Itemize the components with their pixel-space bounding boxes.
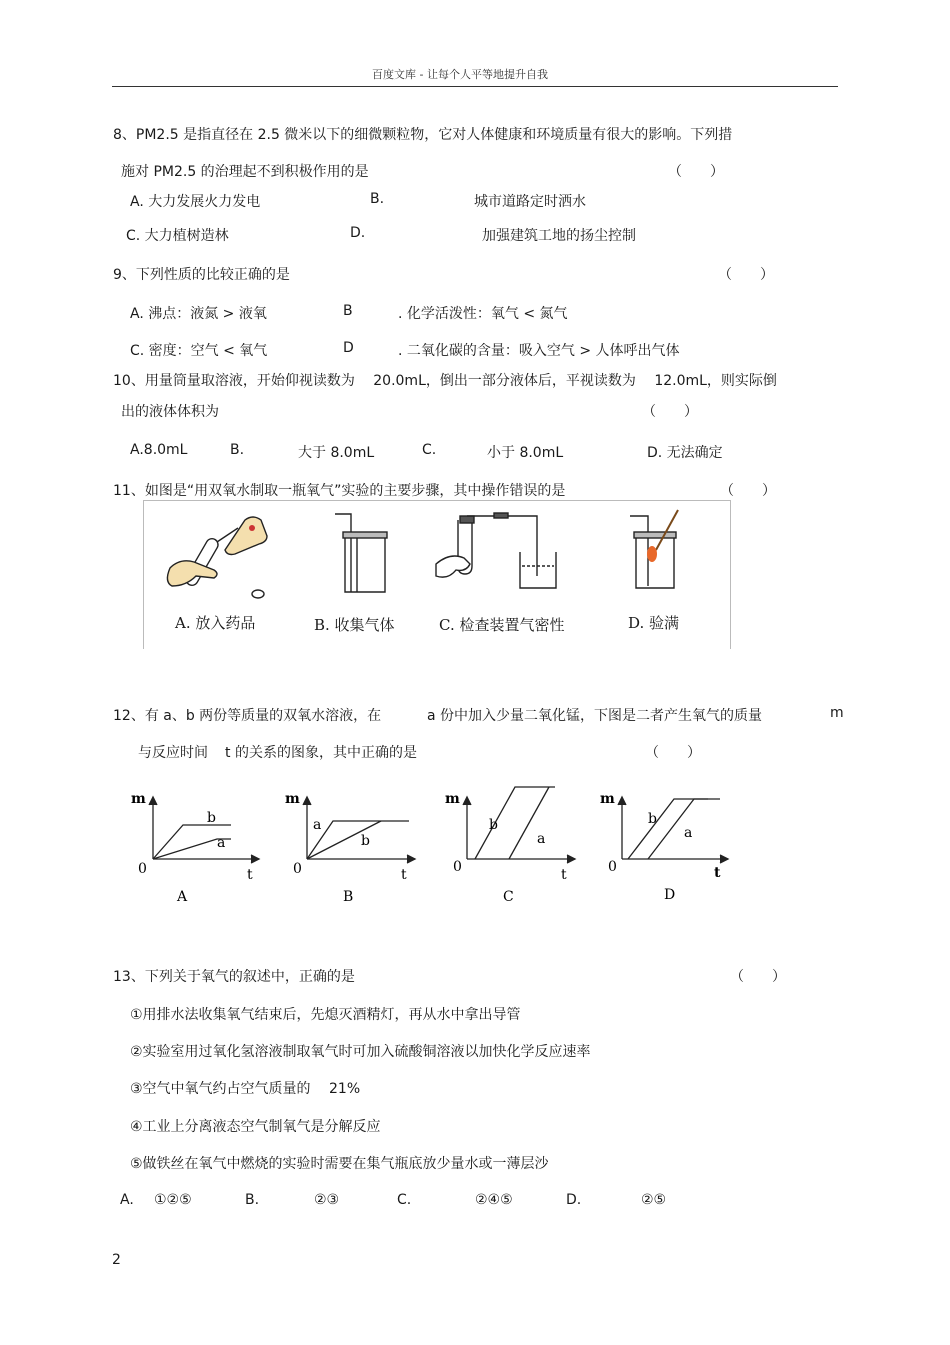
q11-caption-b: B. 收集气体: [314, 616, 395, 634]
graph-d-ylabel: m: [600, 791, 615, 807]
graph-d-label-a: a: [684, 825, 693, 841]
q11-figure-d: [622, 508, 692, 594]
q13-option-a-label: A.: [120, 1192, 134, 1208]
q11-figure-b: [325, 512, 395, 596]
q10-option-c-label: C.: [422, 442, 437, 458]
q10-stem-line2: 出的液体体积为: [121, 404, 219, 420]
q13-option-d-label: D.: [566, 1192, 582, 1208]
q12-stem-line2b: t 的关系的图象，其中正确的是: [225, 745, 417, 761]
q12-graph-b: [285, 785, 425, 910]
q13-option-b-label: B.: [245, 1192, 260, 1208]
graph-d-origin: 0: [608, 859, 617, 875]
q12-graph-c: [445, 785, 585, 910]
q8-option-c: C. 大力植树造林: [126, 228, 229, 244]
q13-answer-bracket: （ ）: [730, 969, 786, 985]
q13-option-b-text: ②③: [314, 1192, 340, 1208]
graph-b-ylabel: m: [285, 791, 300, 807]
page-number: 2: [112, 1252, 121, 1268]
graph-a-ylabel: m: [131, 791, 146, 807]
graph-d-xlabel: t: [714, 865, 721, 881]
q8-stem-line2: 施对 PM2.5 的治理起不到积极作用的是: [121, 164, 369, 180]
q8-option-a: A. 大力发展火力发电: [130, 194, 261, 210]
q10-stem-line1: 10、用量筒量取溶液，开始仰视读数为 20.0mL，倒出一部分液体后，平视读数为 12.0mL，则实际倒: [113, 373, 777, 389]
q10-option-c-text: 小于 8.0mL: [487, 445, 564, 461]
graph-b-caption: B: [343, 889, 354, 905]
q11-caption-d: D. 验满: [628, 614, 680, 632]
q8-stem-line1: 8、PM2.5 是指直径在 2.5 微米以下的细微颗粒物，它对人体健康和环境质量有很大的影响。下列措: [113, 127, 733, 143]
graph-c-series-a: [509, 787, 549, 859]
q8-option-d-text: 加强建筑工地的扬尘控制: [482, 228, 636, 244]
q13-item-3: ③空气中氧气约占空气质量的 21%: [130, 1081, 361, 1097]
graph-b-label-b: b: [361, 833, 370, 849]
graph-d-series-b: [628, 799, 708, 859]
q11-figure-a: [150, 506, 280, 606]
q11-stem: 11、如图是“用双氧水制取一瓶氧气”实验的主要步骤，其中操作错误的是: [113, 483, 566, 499]
graph-c-label-a: a: [537, 831, 546, 847]
q8-answer-bracket: （ ）: [668, 164, 724, 180]
q13-option-d-text: ②⑤: [641, 1192, 667, 1208]
graph-b-origin: 0: [293, 861, 302, 877]
graph-a-xlabel: t: [247, 867, 253, 883]
q10-option-d: D. 无法确定: [647, 445, 723, 461]
q13-item-4: ④工业上分离液态空气制氧气是分解反应: [130, 1119, 381, 1135]
page-header: 百度文库 - 让每个人平等地提升自我: [372, 68, 548, 81]
q12-stem-line1b: a 份中加入少量二氧化锰，下图是二者产生氧气的质量: [427, 708, 763, 724]
q12-stem-line1a: 12、有 a、b 两份等质量的双氧水溶液，在: [113, 708, 382, 724]
graph-d-caption: D: [664, 887, 676, 903]
q9-option-a: A. 沸点：液氮 > 液氧: [130, 306, 267, 322]
q13-option-c-label: C.: [397, 1192, 412, 1208]
q13-option-a-text: ①②⑤: [154, 1192, 192, 1208]
graph-a-label-a: a: [217, 835, 226, 851]
q11-answer-bracket: （ ）: [720, 483, 776, 499]
graph-b-series-a: [307, 821, 409, 859]
header-rule: [112, 86, 838, 87]
q9-option-d-text: . 二氧化碳的含量：吸入空气 > 人体呼出气体: [398, 343, 680, 359]
graph-a-origin: 0: [138, 861, 147, 877]
q9-option-d-label: D: [343, 340, 354, 356]
q10-option-a: A.8.0mL: [130, 442, 188, 458]
q9-option-b-label: B: [343, 303, 353, 319]
graph-a-caption: A: [177, 889, 188, 905]
q8-option-b-label: B.: [370, 191, 385, 207]
q12-graph-a: [125, 785, 265, 910]
graph-c-caption: C: [503, 889, 514, 905]
q8-option-b-text: 城市道路定时洒水: [474, 194, 586, 210]
graph-b-xlabel: t: [401, 867, 407, 883]
q10-option-b-label: B.: [230, 442, 245, 458]
q13-item-2: ②实验室用过氧化氢溶液制取氧气时可加入硫酸铜溶液以加快化学反应速率: [130, 1044, 591, 1060]
q9-stem: 9、下列性质的比较正确的是: [113, 267, 290, 283]
graph-c-origin: 0: [453, 859, 462, 875]
graph-a-label-b: b: [207, 810, 216, 826]
q10-option-b-text: 大于 8.0mL: [298, 445, 375, 461]
q9-option-b-text: . 化学活泼性：氧气 < 氮气: [398, 306, 568, 322]
q11-caption-c: C. 检查装置气密性: [439, 616, 565, 634]
q11-caption-a: A. 放入药品: [175, 614, 256, 632]
graph-c-ylabel: m: [445, 791, 460, 807]
graph-c-xlabel: t: [561, 867, 567, 883]
q8-option-d-label: D.: [350, 225, 366, 241]
q13-item-1: ①用排水法收集氧气结束后，先熄灭酒精灯，再从水中拿出导管: [130, 1007, 521, 1023]
graph-b-label-a: a: [313, 817, 322, 833]
q10-answer-bracket: （ ）: [642, 404, 698, 420]
graph-d-label-b: b: [648, 811, 657, 827]
q12-graph-d: [600, 785, 740, 910]
q11-figure-c: [432, 510, 562, 598]
q13-option-c-text: ②④⑤: [475, 1192, 513, 1208]
q9-option-c: C. 密度：空气 < 氧气: [130, 343, 268, 359]
q9-answer-bracket: （ ）: [718, 267, 774, 283]
q12-stem-line2a: 与反应时间: [138, 745, 208, 761]
q13-item-5: ⑤做铁丝在氧气中燃烧的实验时需要在集气瓶底放少量水或一薄层沙: [130, 1156, 549, 1172]
q13-stem: 13、下列关于氧气的叙述中，正确的是: [113, 969, 355, 985]
q12-answer-bracket: （ ）: [645, 745, 701, 761]
q12-stem-line1c: m: [830, 705, 844, 721]
graph-c-label-b: b: [489, 817, 498, 833]
